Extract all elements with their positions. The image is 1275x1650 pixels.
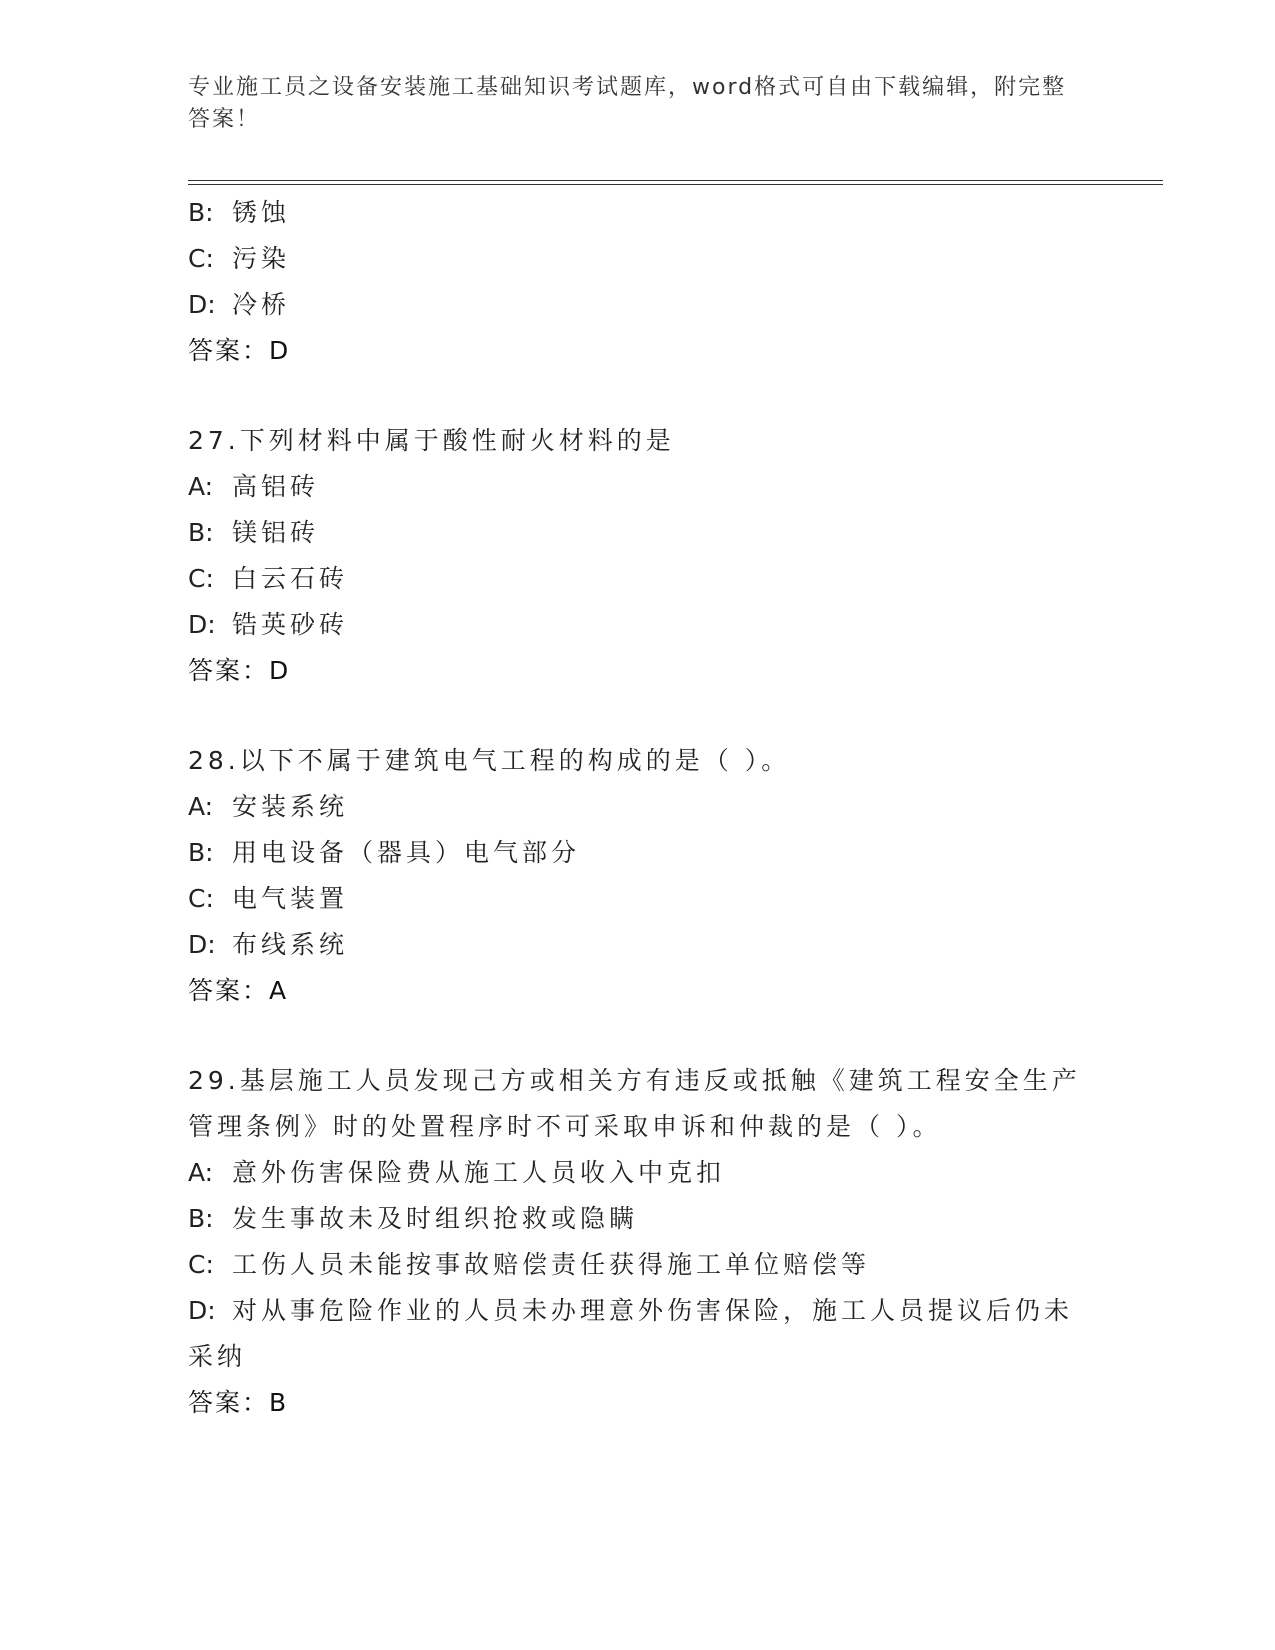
option-d: D: 布线系统 xyxy=(188,930,349,959)
answer-line: 答案：A xyxy=(188,976,289,1005)
document-header: 专业施工员之设备安装施工基础知识考试题库，word格式可自由下载编辑，附完整答案！ xyxy=(188,75,1067,132)
answer-line: 答案：D xyxy=(188,656,291,685)
answer-line: 答案：B xyxy=(188,1388,289,1417)
option-c: C: 工伤人员未能按事故赔偿责任获得施工单位赔偿等 xyxy=(188,1250,871,1279)
question-text: 27.下列材料中属于酸性耐火材料的是 xyxy=(188,426,675,455)
header-divider-top xyxy=(188,180,1163,181)
option-a: A: 高铝砖 xyxy=(188,472,320,501)
question-29 xyxy=(188,1058,1088,1426)
question-text: 28.以下不属于建筑电气工程的构成的是（ ）。 xyxy=(188,746,791,775)
option-b: B: 用电设备（器具）电气部分 xyxy=(188,838,581,867)
option-b: B: 发生事故未及时组织抢救或隐瞒 xyxy=(188,1204,639,1233)
option-c: C: 污染 xyxy=(188,244,291,273)
option-a: A: 安装系统 xyxy=(188,792,349,821)
answer-line: 答案：D xyxy=(188,336,291,365)
option-b: B: 锈蚀 xyxy=(188,198,291,227)
option-d: D: 锆英砂砖 xyxy=(188,610,349,639)
option-d: D: 冷桥 xyxy=(188,290,291,319)
question-27 xyxy=(188,418,1088,694)
option-b: B: 镁铝砖 xyxy=(188,518,320,547)
question-26-continued xyxy=(188,190,1088,374)
option-c: C: 白云石砖 xyxy=(188,564,349,593)
question-28 xyxy=(188,738,1088,1014)
header-divider-bottom xyxy=(188,184,1163,185)
option-a: A: 意外伤害保险费从施工人员收入中克扣 xyxy=(188,1158,726,1187)
question-text: 29.基层施工人员发现己方或相关方有违反或抵触《建筑工程安全生产管理条例》时的处置程序时不可采取申诉和仲裁的是（ ）。 xyxy=(188,1066,1081,1141)
option-d: D: 对从事危险作业的人员未办理意外伤害保险，施工人员提议后仍未采纳 xyxy=(188,1296,1074,1371)
question-list xyxy=(188,190,1088,1426)
option-c: C: 电气装置 xyxy=(188,884,349,913)
